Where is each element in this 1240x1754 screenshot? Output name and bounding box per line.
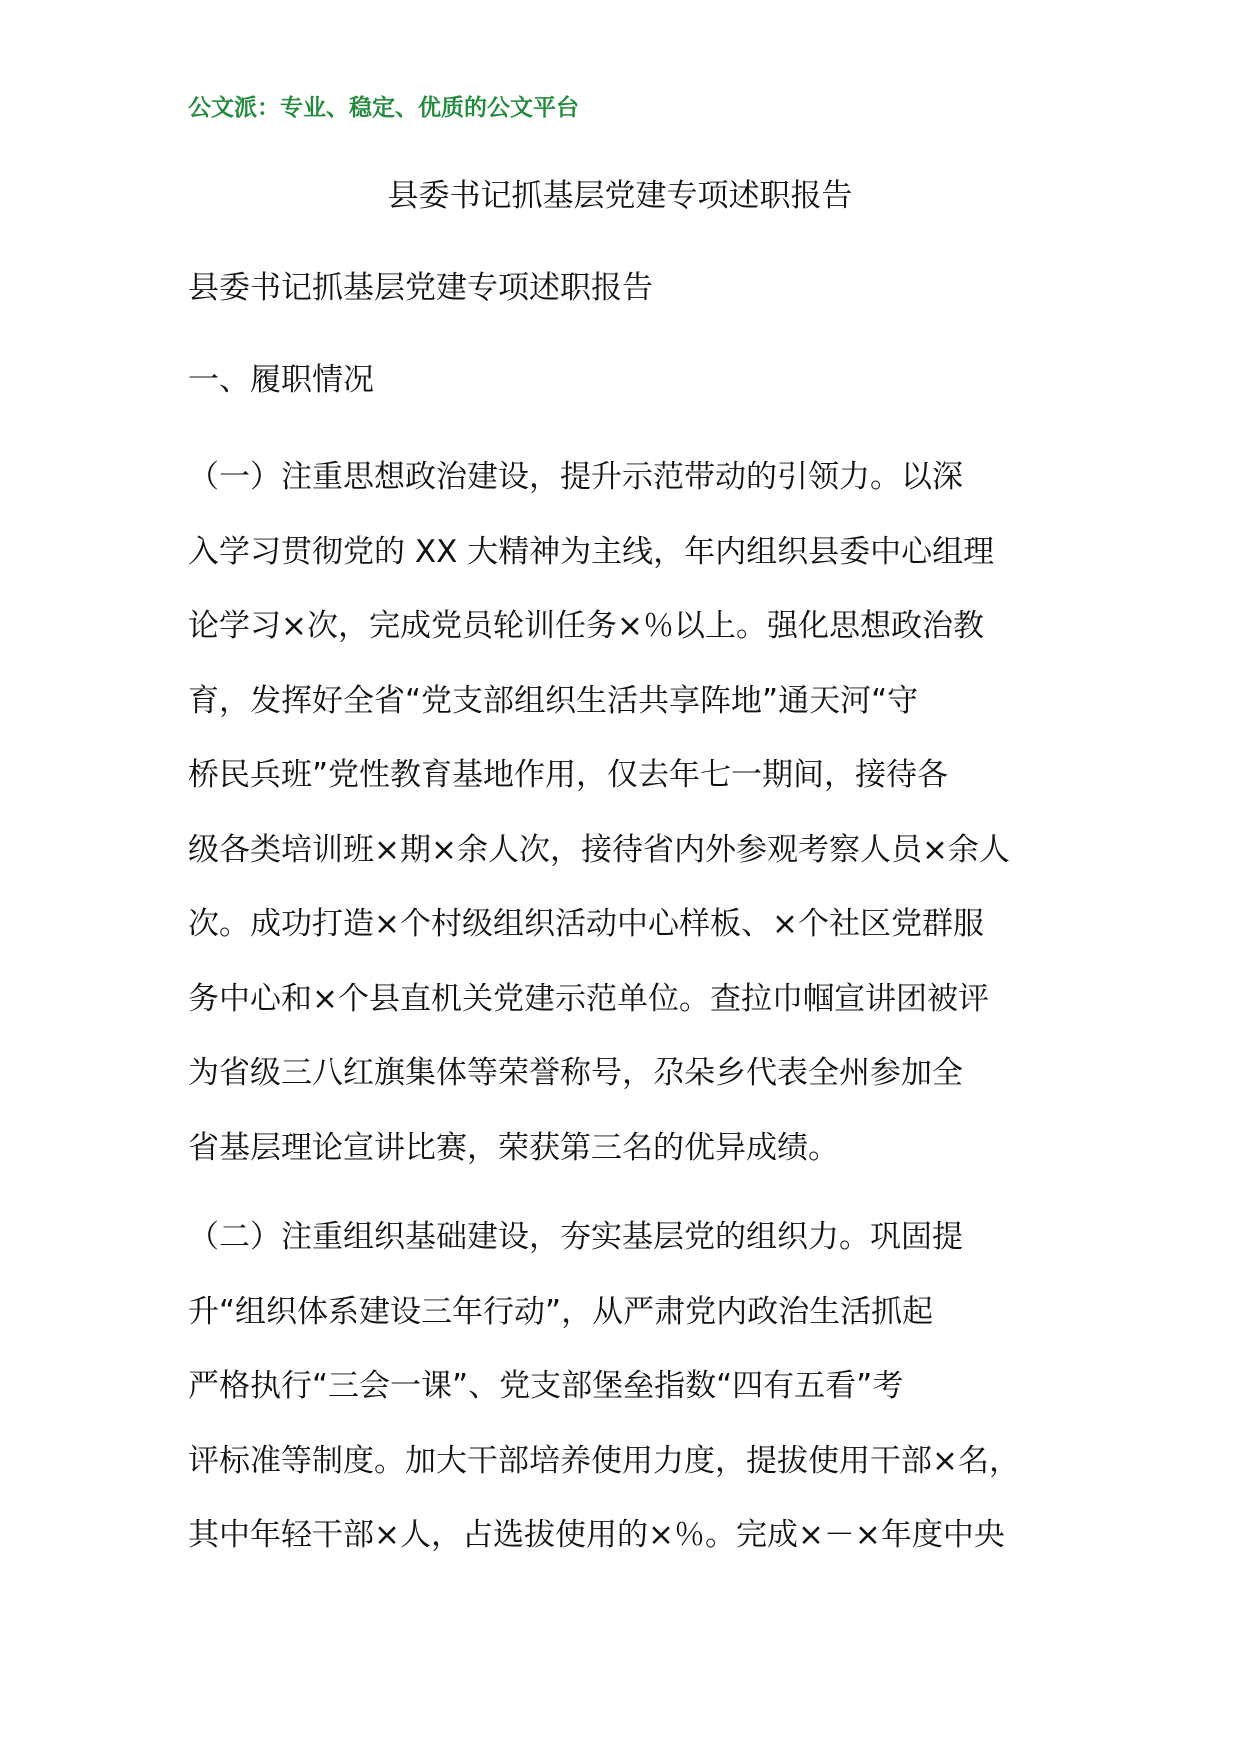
paragraph-1 (188, 440, 1088, 1185)
header-note: 公文派：专业、稳定、优质的公文平台 (188, 95, 579, 121)
paragraph-line: 省基层理论宣讲比赛，荣获第三名的优异成绩。 (188, 1129, 839, 1166)
paragraph-line: 论学习×次，完成党员轮训任务×％以上。强化思想政治教 (188, 608, 984, 644)
paragraph-line: （一）注重思想政治建设，提升示范带动的引领力。以深 (188, 459, 963, 495)
section-heading: 一、履职情况 (188, 362, 374, 398)
paragraph-line: 入学习贯彻党的 XX 大精神为主线，年内组织县委中心组理 (188, 533, 995, 570)
page-title: 县委书记抓基层党建专项述职报告 (387, 178, 853, 214)
paragraph-line: 评标准等制度。加大干部培养使用力度，提拔使用干部×名， (188, 1442, 1020, 1479)
paragraph-line: 育，发挥好全省“党支部组织生活共享阵地”通天河“守 (188, 682, 919, 719)
paragraph-line: 桥民兵班”党性教育基地作用，仅去年七一期间，接待各 (188, 757, 949, 793)
paragraph-line: 为省级三八红旗集体等荣誉称号，尕朵乡代表全州参加全 (188, 1055, 963, 1091)
paragraph-line: 级各类培训班×期×余人次，接待省内外参观考察人员×余人 (188, 831, 1010, 868)
paragraph-line: 严格执行“三会一课”、党支部堡垒指数“四有五看”考 (188, 1368, 904, 1404)
paragraph-line: 升“组织体系建设三年行动”，从严肃党内政治生活抓起 (188, 1293, 934, 1330)
paragraph-line: 次。成功打造×个村级组织活动中心样板、×个社区党群服 (188, 906, 984, 942)
paragraph-line: （二）注重组织基础建设，夯实基层党的组织力。巩固提 (188, 1219, 963, 1255)
paragraph-line: 务中心和×个县直机关党建示范单位。查拉巾帼宣讲团被评 (188, 980, 989, 1017)
paragraph-line: 其中年轻干部×人，占选拔使用的×％。完成×－×年度中央 (188, 1517, 1005, 1553)
document-subtitle: 县委书记抓基层党建专项述职报告 (188, 270, 653, 306)
paragraph-2 (188, 1200, 1088, 1573)
